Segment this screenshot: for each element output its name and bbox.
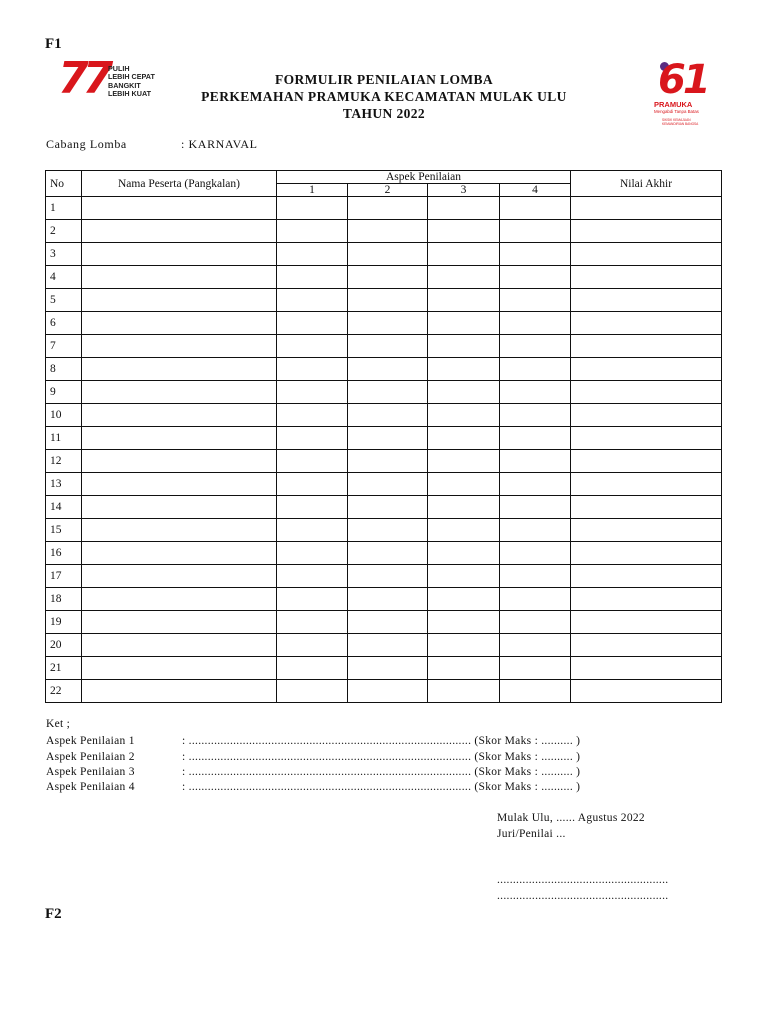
final-score-cell[interactable]	[571, 473, 722, 496]
logo-slogan: Mengabdi Tanpa Batas	[654, 109, 699, 114]
aspect-1-cell[interactable]	[277, 289, 348, 312]
row-number: 19	[46, 611, 82, 634]
row-number: 13	[46, 473, 82, 496]
aspect-4-cell[interactable]	[500, 611, 571, 634]
title-line-3: TAHUN 2022	[342, 106, 426, 121]
aspect-4-cell[interactable]	[500, 519, 571, 542]
aspect-2-cell[interactable]	[348, 197, 428, 220]
title-line-1: FORMULIR PENILAIAN LOMBA	[274, 72, 494, 87]
aspect-2-cell[interactable]	[348, 358, 428, 381]
participant-name-cell[interactable]	[82, 358, 277, 381]
aspect-1-cell[interactable]	[277, 312, 348, 335]
aspect-4-cell[interactable]	[500, 220, 571, 243]
final-score-cell[interactable]	[571, 542, 722, 565]
row-number: 22	[46, 680, 82, 703]
row-number: 12	[46, 450, 82, 473]
row-number: 8	[46, 358, 82, 381]
table-row	[46, 496, 722, 519]
table-row	[46, 381, 722, 404]
row-number: 4	[46, 266, 82, 289]
aspect-1-cell[interactable]	[277, 496, 348, 519]
aspect-4-cell[interactable]	[500, 680, 571, 703]
aspect-2-cell[interactable]	[348, 243, 428, 266]
participant-name-cell[interactable]	[82, 312, 277, 335]
aspect-4-cell[interactable]	[500, 358, 571, 381]
aspect-4-cell[interactable]	[500, 289, 571, 312]
table-row	[46, 680, 722, 703]
header-aspect-4: 4	[500, 184, 571, 197]
row-number: 9	[46, 381, 82, 404]
aspect-2-cell[interactable]	[348, 450, 428, 473]
notes-heading: Ket ;	[46, 718, 71, 730]
aspect-3-cell[interactable]	[428, 335, 500, 358]
aspect-3-cell[interactable]	[428, 565, 500, 588]
aspect-2-cell[interactable]	[348, 588, 428, 611]
aspect-3-cell[interactable]	[428, 542, 500, 565]
participant-name-cell[interactable]	[82, 220, 277, 243]
title-line-2: PERKEMAHAN PRAMUKA KECAMATAN MULAK ULU	[201, 89, 567, 104]
aspect-1-cell[interactable]	[277, 473, 348, 496]
aspect-1-cell[interactable]	[277, 565, 348, 588]
aspect-3-cell[interactable]	[428, 197, 500, 220]
row-number: 20	[46, 634, 82, 657]
participant-name-cell[interactable]	[82, 519, 277, 542]
aspect-4-cell[interactable]	[500, 542, 571, 565]
aspect-3-cell[interactable]	[428, 588, 500, 611]
table-row	[46, 565, 722, 588]
aspect-4-cell[interactable]	[500, 634, 571, 657]
header-aspect-group: Aspek Penilaian	[277, 171, 571, 184]
participant-name-cell[interactable]	[82, 542, 277, 565]
aspect-2-cell[interactable]	[348, 519, 428, 542]
aspect-3-cell[interactable]	[428, 266, 500, 289]
participant-name-cell[interactable]	[82, 243, 277, 266]
header-aspect-3: 3	[428, 184, 500, 197]
aspect-3-cell[interactable]	[428, 358, 500, 381]
final-score-cell[interactable]	[571, 588, 722, 611]
aspect-2-cell[interactable]	[348, 427, 428, 450]
aspect-3-cell[interactable]	[428, 289, 500, 312]
aspect-3-cell[interactable]	[428, 220, 500, 243]
table-row	[46, 289, 722, 312]
aspect-1-cell[interactable]	[277, 266, 348, 289]
aspect-3-cell[interactable]	[428, 634, 500, 657]
table-row	[46, 473, 722, 496]
table-row	[46, 335, 722, 358]
final-score-cell[interactable]	[571, 680, 722, 703]
aspect-1-cell[interactable]	[277, 611, 348, 634]
aspect-3-cell[interactable]	[428, 381, 500, 404]
logo-word: PRAMUKA	[654, 100, 693, 109]
final-score-cell[interactable]	[571, 266, 722, 289]
aspect-4-cell[interactable]	[500, 427, 571, 450]
participant-name-cell[interactable]	[82, 473, 277, 496]
aspect-1-cell[interactable]	[277, 335, 348, 358]
aspect-4-cell[interactable]	[500, 335, 571, 358]
participant-name-cell[interactable]	[82, 588, 277, 611]
signature-line-1: ......................................................	[497, 874, 669, 886]
aspect-3-cell[interactable]	[428, 427, 500, 450]
aspect-1-cell[interactable]	[277, 243, 348, 266]
logo-number: 61	[658, 57, 708, 103]
aspect-2-cell[interactable]	[348, 565, 428, 588]
table-row	[46, 450, 722, 473]
aspect-2-cell[interactable]	[348, 266, 428, 289]
aspect-2-cell[interactable]	[348, 220, 428, 243]
participant-name-cell[interactable]	[82, 680, 277, 703]
aspect-1-cell[interactable]	[277, 519, 348, 542]
row-number: 5	[46, 289, 82, 312]
row-number: 6	[46, 312, 82, 335]
aspect-2-cell[interactable]	[348, 657, 428, 680]
header-final-score: Nilai Akhir	[571, 171, 722, 197]
aspect-3-cell[interactable]	[428, 312, 500, 335]
participant-name-cell[interactable]	[82, 335, 277, 358]
score-table	[45, 170, 722, 703]
final-score-cell[interactable]	[571, 427, 722, 450]
header-no: No	[46, 171, 82, 197]
final-score-cell[interactable]	[571, 519, 722, 542]
logo-tagline: PULIH LEBIH CEPAT BANGKIT LEBIH KUAT	[108, 64, 155, 99]
participant-name-cell[interactable]	[82, 404, 277, 427]
aspect-3-cell[interactable]	[428, 496, 500, 519]
table-row	[46, 427, 722, 450]
aspect-2-cell[interactable]	[348, 312, 428, 335]
row-number: 2	[46, 220, 82, 243]
aspect-2-cell[interactable]	[348, 496, 428, 519]
form-label-f2: F2	[45, 906, 62, 922]
row-number: 14	[46, 496, 82, 519]
aspect-1-cell[interactable]	[277, 657, 348, 680]
category-value: : KARNAVAL	[181, 137, 258, 151]
aspect-1-cell[interactable]	[277, 358, 348, 381]
final-score-cell[interactable]	[571, 404, 722, 427]
final-score-cell[interactable]	[571, 657, 722, 680]
aspect-4-cell[interactable]	[500, 588, 571, 611]
aspect-1-cell[interactable]	[277, 450, 348, 473]
final-score-cell[interactable]	[571, 358, 722, 381]
participant-name-cell[interactable]	[82, 381, 277, 404]
table-row	[46, 519, 722, 542]
row-number: 16	[46, 542, 82, 565]
form-label-f1: F1	[45, 36, 62, 52]
aspect-2-cell[interactable]	[348, 335, 428, 358]
aspect-2-cell[interactable]	[348, 542, 428, 565]
row-number: 21	[46, 657, 82, 680]
aspect-1-cell[interactable]	[277, 542, 348, 565]
aspect-2-cell[interactable]	[348, 680, 428, 703]
signature-place-date: Mulak Ulu, ...... Agustus 2022	[497, 812, 645, 824]
aspect-2-cell[interactable]	[348, 634, 428, 657]
final-score-cell[interactable]	[571, 220, 722, 243]
logo-subtext: SIKSIK KEMAJUAN KEMANDIRIAN BANGSA	[662, 118, 699, 126]
row-number: 1	[46, 197, 82, 220]
table-row	[46, 312, 722, 335]
aspect-1-cell[interactable]	[277, 427, 348, 450]
row-number: 3	[46, 243, 82, 266]
aspect-3-cell[interactable]	[428, 243, 500, 266]
final-score-cell[interactable]	[571, 496, 722, 519]
aspect-2-cell[interactable]	[348, 381, 428, 404]
final-score-cell[interactable]	[571, 197, 722, 220]
aspect-1-cell[interactable]	[277, 680, 348, 703]
table-row	[46, 404, 722, 427]
aspect-1-cell[interactable]	[277, 588, 348, 611]
participant-name-cell[interactable]	[82, 266, 277, 289]
header-aspect-2: 2	[348, 184, 428, 197]
row-number: 10	[46, 404, 82, 427]
table-row	[46, 588, 722, 611]
aspect-4-cell[interactable]	[500, 657, 571, 680]
final-score-cell[interactable]	[571, 381, 722, 404]
aspect-3-cell[interactable]	[428, 657, 500, 680]
aspect-4-cell[interactable]	[500, 197, 571, 220]
aspect-3-cell[interactable]	[428, 680, 500, 703]
pramuka-61-logo	[650, 58, 722, 134]
logo-number: 77	[58, 53, 108, 104]
header-aspect-1: 1	[277, 184, 348, 197]
table-row	[46, 542, 722, 565]
aspect-2-cell[interactable]	[348, 289, 428, 312]
aspect-4-cell[interactable]	[500, 450, 571, 473]
note-aspect-3: Aspek Penilaian 3 : ......................................................................................... (Skor Maks : .......... )	[46, 766, 581, 778]
aspect-1-cell[interactable]	[277, 634, 348, 657]
aspect-4-cell[interactable]	[500, 496, 571, 519]
category-label: Cabang Lomba	[46, 137, 127, 151]
table-row	[46, 243, 722, 266]
aspect-4-cell[interactable]	[500, 381, 571, 404]
table-row	[46, 358, 722, 381]
aspect-4-cell[interactable]	[500, 473, 571, 496]
aspect-1-cell[interactable]	[277, 197, 348, 220]
note-aspect-1: Aspek Penilaian 1 : ......................................................................................... (Skor Maks : .......... )	[46, 735, 581, 747]
header-name: Nama Peserta (Pangkalan)	[82, 171, 277, 197]
table-row	[46, 197, 722, 220]
signature-role: Juri/Penilai ...	[497, 828, 566, 840]
aspect-1-cell[interactable]	[277, 381, 348, 404]
final-score-cell[interactable]	[571, 289, 722, 312]
participant-name-cell[interactable]	[82, 450, 277, 473]
aspect-3-cell[interactable]	[428, 519, 500, 542]
aspect-4-cell[interactable]	[500, 312, 571, 335]
participant-name-cell[interactable]	[82, 496, 277, 519]
signature-line-2: ......................................................	[497, 890, 669, 902]
aspect-4-cell[interactable]	[500, 404, 571, 427]
participant-name-cell[interactable]	[82, 611, 277, 634]
final-score-cell[interactable]	[571, 335, 722, 358]
aspect-4-cell[interactable]	[500, 266, 571, 289]
table-row	[46, 657, 722, 680]
final-score-cell[interactable]	[571, 565, 722, 588]
aspect-3-cell[interactable]	[428, 404, 500, 427]
note-aspect-4: Aspek Penilaian 4 : ......................................................................................... (Skor Maks : .......... )	[46, 781, 581, 793]
final-score-cell[interactable]	[571, 634, 722, 657]
aspect-4-cell[interactable]	[500, 565, 571, 588]
participant-name-cell[interactable]	[82, 289, 277, 312]
participant-name-cell[interactable]	[82, 197, 277, 220]
participant-name-cell[interactable]	[82, 565, 277, 588]
final-score-cell[interactable]	[571, 450, 722, 473]
aspect-4-cell[interactable]	[500, 243, 571, 266]
row-number: 15	[46, 519, 82, 542]
aspect-3-cell[interactable]	[428, 450, 500, 473]
table-row	[46, 634, 722, 657]
table-row	[46, 611, 722, 634]
row-number: 11	[46, 427, 82, 450]
participant-name-cell[interactable]	[82, 427, 277, 450]
row-number: 7	[46, 335, 82, 358]
aspect-2-cell[interactable]	[348, 404, 428, 427]
aspect-1-cell[interactable]	[277, 220, 348, 243]
aspect-2-cell[interactable]	[348, 473, 428, 496]
table-row	[46, 266, 722, 289]
participant-name-cell[interactable]	[82, 657, 277, 680]
aspect-3-cell[interactable]	[428, 473, 500, 496]
table-row	[46, 220, 722, 243]
final-score-cell[interactable]	[571, 243, 722, 266]
row-number: 17	[46, 565, 82, 588]
final-score-cell[interactable]	[571, 611, 722, 634]
aspect-1-cell[interactable]	[277, 404, 348, 427]
note-aspect-2: Aspek Penilaian 2 : ......................................................................................... (Skor Maks : .......... )	[46, 751, 581, 763]
participant-name-cell[interactable]	[82, 634, 277, 657]
aspect-3-cell[interactable]	[428, 611, 500, 634]
aspect-2-cell[interactable]	[348, 611, 428, 634]
row-number: 18	[46, 588, 82, 611]
final-score-cell[interactable]	[571, 312, 722, 335]
